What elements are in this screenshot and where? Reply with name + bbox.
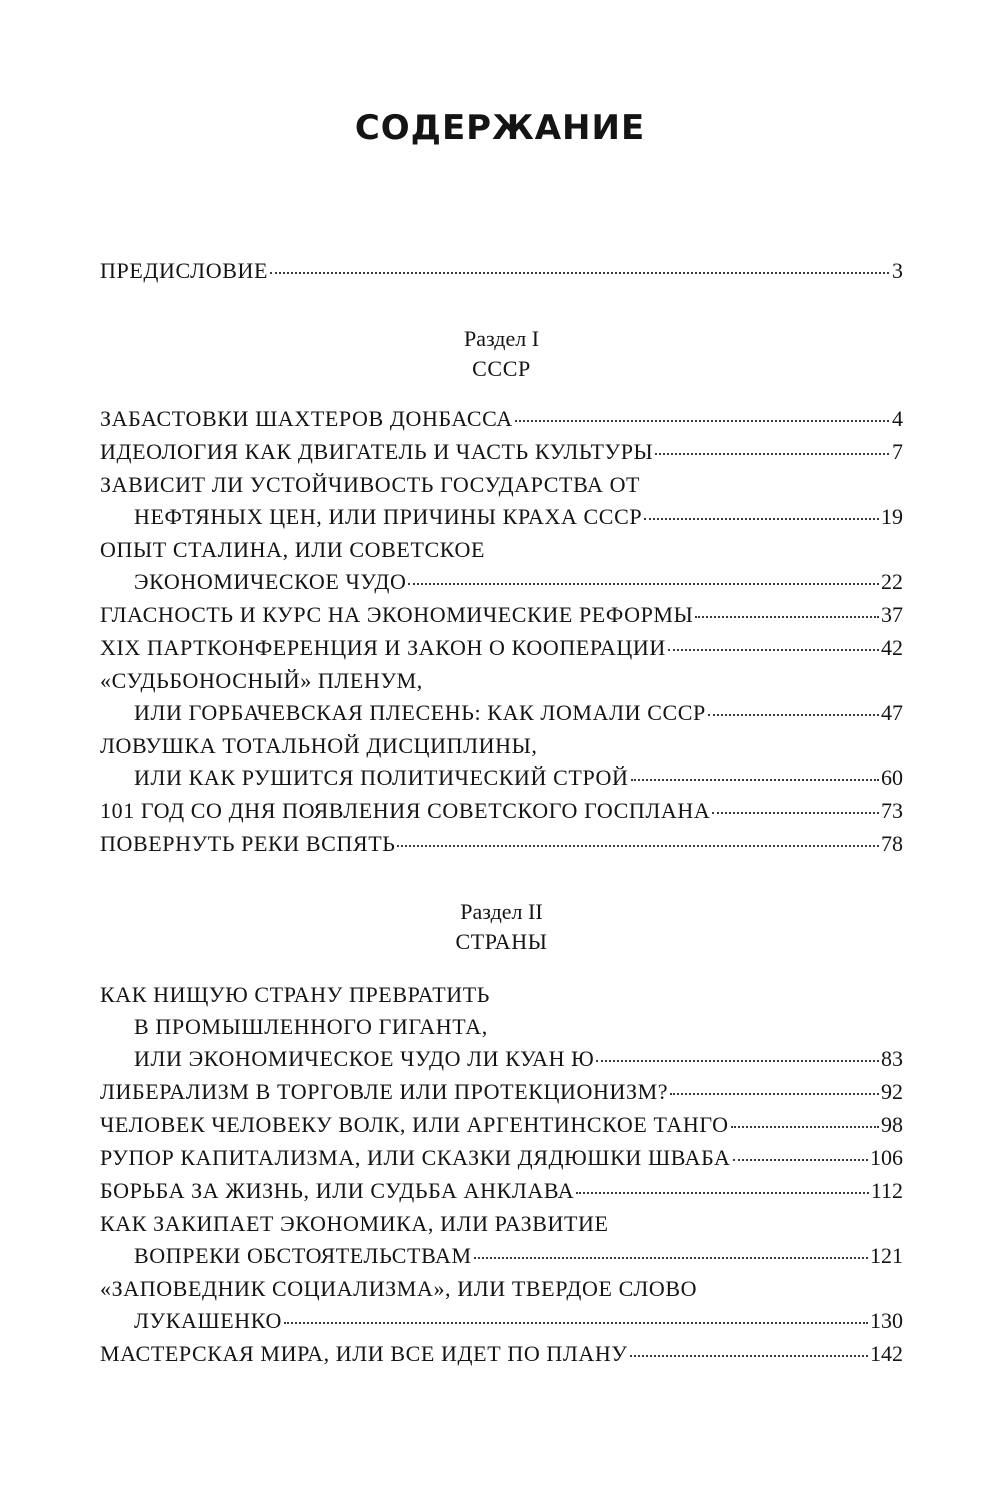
dot-leader xyxy=(631,779,879,781)
toc-entry-line xyxy=(100,1011,903,1043)
dot-leader xyxy=(630,1355,868,1357)
entry-title-cont: В ПРОМЫШЛЕННОГО ГИГАНТА, xyxy=(134,1014,488,1039)
dot-leader xyxy=(515,420,889,422)
toc-preface xyxy=(100,255,903,287)
toc-entry-line xyxy=(100,730,903,762)
toc-entry[interactable] xyxy=(100,1076,903,1108)
toc-entry[interactable] xyxy=(100,1142,903,1174)
toc-entry[interactable] xyxy=(100,255,903,287)
toc-entry[interactable] xyxy=(100,697,903,729)
entry-page: 47 xyxy=(881,700,903,725)
toc-entry[interactable] xyxy=(100,762,903,794)
entry-title: ЗАВИСИТ ЛИ УСТОЙЧИВОСТЬ ГОСУДАРСТВА ОТ xyxy=(100,472,641,497)
dot-leader xyxy=(408,583,879,585)
dot-leader xyxy=(397,845,879,847)
toc-section-1 xyxy=(100,403,903,860)
entry-title: БОРЬБА ЗА ЖИЗНЬ, ИЛИ СУДЬБА АНКЛАВА xyxy=(100,1178,575,1203)
entry-page: 7 xyxy=(892,439,903,464)
dot-leader xyxy=(712,812,879,814)
toc-entry[interactable] xyxy=(100,1305,903,1337)
entry-title: ОПЫТ СТАЛИНА, ИЛИ СОВЕТСКОЕ xyxy=(100,537,486,562)
entry-title: ЗАБАСТОВКИ ШАХТЕРОВ ДОНБАССА xyxy=(100,406,513,431)
dot-leader xyxy=(695,616,879,618)
toc-entry[interactable] xyxy=(100,599,903,631)
toc-entry-line xyxy=(100,534,903,566)
entry-title: МАСТЕРСКАЯ МИРА, ИЛИ ВСЕ ИДЕТ ПО ПЛАНУ xyxy=(100,1341,628,1366)
entry-page: 130 xyxy=(870,1308,903,1333)
entry-title: 101 ГОД СО ДНЯ ПОЯВЛЕНИЯ СОВЕТСКОГО ГОСПЛАНА xyxy=(100,798,711,823)
section-label: Раздел I xyxy=(463,326,540,351)
entry-title: ЛОВУШКА ТОТАЛЬНОЙ ДИСЦИПЛИНЫ, xyxy=(100,733,538,758)
dot-leader xyxy=(733,1159,868,1161)
entry-title: ЧЕЛОВЕК ЧЕЛОВЕКУ ВОЛК, ИЛИ АРГЕНТИНСКОЕ ТАНГО xyxy=(100,1112,729,1137)
dot-leader xyxy=(596,1060,879,1062)
toc-entry-line xyxy=(100,665,903,697)
toc-entry-line xyxy=(100,1208,903,1240)
dot-leader xyxy=(655,453,889,455)
dot-leader xyxy=(731,1126,879,1128)
entry-page: 78 xyxy=(881,831,903,856)
toc-entry-line xyxy=(100,1273,903,1305)
entry-title: «СУДЬБОНОСНЫЙ» ПЛЕНУМ, xyxy=(100,668,423,693)
entry-title: ИДЕОЛОГИЯ КАК ДВИГАТЕЛЬ И ЧАСТЬ КУЛЬТУРЫ xyxy=(100,439,654,464)
entry-page: 42 xyxy=(881,635,903,660)
entry-page: 37 xyxy=(881,602,903,627)
toc-entry-line xyxy=(100,979,903,1011)
entry-page: 106 xyxy=(870,1145,903,1170)
section-header xyxy=(100,324,903,384)
toc-entry[interactable] xyxy=(100,1109,903,1141)
entry-page: 83 xyxy=(881,1046,903,1071)
toc-entry[interactable] xyxy=(100,1338,903,1370)
toc-entry[interactable] xyxy=(100,632,903,664)
entry-page: 60 xyxy=(881,765,903,790)
toc-entry-line xyxy=(100,469,903,501)
toc-section-2 xyxy=(100,979,903,1370)
entry-title: РУПОР КАПИТАЛИЗМА, ИЛИ СКАЗКИ ДЯДЮШКИ ШВАБА xyxy=(100,1145,731,1170)
entry-page: 121 xyxy=(870,1243,903,1268)
section-name: СТРАНЫ xyxy=(455,929,548,954)
toc-entry[interactable] xyxy=(100,828,903,860)
toc-entry[interactable] xyxy=(100,436,903,468)
dot-leader xyxy=(474,1257,868,1259)
entry-title: «ЗАПОВЕДНИК СОЦИАЛИЗМА», ИЛИ ТВЕРДОЕ СЛОВО xyxy=(100,1276,698,1301)
dot-leader xyxy=(670,1093,879,1095)
entry-page: 19 xyxy=(881,504,903,529)
entry-title: ГЛАСНОСТЬ И КУРС НА ЭКОНОМИЧЕСКИЕ РЕФОРМЫ xyxy=(100,602,694,627)
toc-entry[interactable] xyxy=(100,1043,903,1075)
toc-entry[interactable] xyxy=(100,1175,903,1207)
entry-title: ПРЕДИСЛОВИЕ xyxy=(100,258,268,283)
entry-page: 112 xyxy=(870,1178,903,1203)
entry-title-cont: ЛУКАШЕНКО xyxy=(134,1308,282,1333)
dot-leader xyxy=(708,714,879,716)
section-label: Раздел II xyxy=(460,899,543,924)
entry-title: ЛИБЕРАЛИЗМ В ТОРГОВЛЕ ИЛИ ПРОТЕКЦИОНИЗМ? xyxy=(100,1079,669,1104)
dot-leader xyxy=(644,518,879,520)
dot-leader xyxy=(576,1192,869,1194)
entry-title-cont: ИЛИ ГОРБАЧЕВСКАЯ ПЛЕСЕНЬ: КАК ЛОМАЛИ СССР xyxy=(134,700,706,725)
dot-leader xyxy=(668,649,879,651)
entry-title: КАК НИЩУЮ СТРАНУ ПРЕВРАТИТЬ xyxy=(100,982,490,1007)
toc-entry[interactable] xyxy=(100,403,903,435)
section-header xyxy=(100,897,903,957)
entry-title: КАК ЗАКИПАЕТ ЭКОНОМИКА, ИЛИ РАЗВИТИЕ xyxy=(100,1211,609,1236)
entry-page: 142 xyxy=(870,1341,903,1366)
entry-title-cont: ИЛИ КАК РУШИТСЯ ПОЛИТИЧЕСКИЙ СТРОЙ xyxy=(134,765,629,790)
dot-leader xyxy=(270,272,889,274)
entry-title-cont: ЭКОНОМИЧЕСКОЕ ЧУДО xyxy=(134,569,407,594)
entry-title: XIX ПАРТКОНФЕРЕНЦИЯ И ЗАКОН О КООПЕРАЦИИ xyxy=(100,635,666,660)
entry-page: 73 xyxy=(881,798,903,823)
section-name: СССР xyxy=(472,356,531,381)
page-title: СОДЕРЖАНИЕ xyxy=(354,108,646,148)
entry-title-cont: ИЛИ ЭКОНОМИЧЕСКОЕ ЧУДО ЛИ КУАН Ю xyxy=(134,1046,595,1071)
entry-title-cont: НЕФТЯНЫХ ЦЕН, ИЛИ ПРИЧИНЫ КРАХА СССР xyxy=(134,504,643,529)
entry-title: ПОВЕРНУТЬ РЕКИ ВСПЯТЬ xyxy=(100,831,396,856)
entry-page: 92 xyxy=(881,1079,903,1104)
dot-leader xyxy=(284,1322,868,1324)
entry-page: 98 xyxy=(881,1112,903,1137)
entry-page: 4 xyxy=(892,406,903,431)
toc-entry[interactable] xyxy=(100,501,903,533)
toc-entry[interactable] xyxy=(100,1240,903,1272)
entry-title-cont: ВОПРЕКИ ОБСТОЯТЕЛЬСТВАМ xyxy=(134,1243,472,1268)
toc-entry[interactable] xyxy=(100,795,903,827)
entry-page: 3 xyxy=(892,258,903,283)
toc-entry[interactable] xyxy=(100,566,903,598)
entry-page: 22 xyxy=(881,569,903,594)
